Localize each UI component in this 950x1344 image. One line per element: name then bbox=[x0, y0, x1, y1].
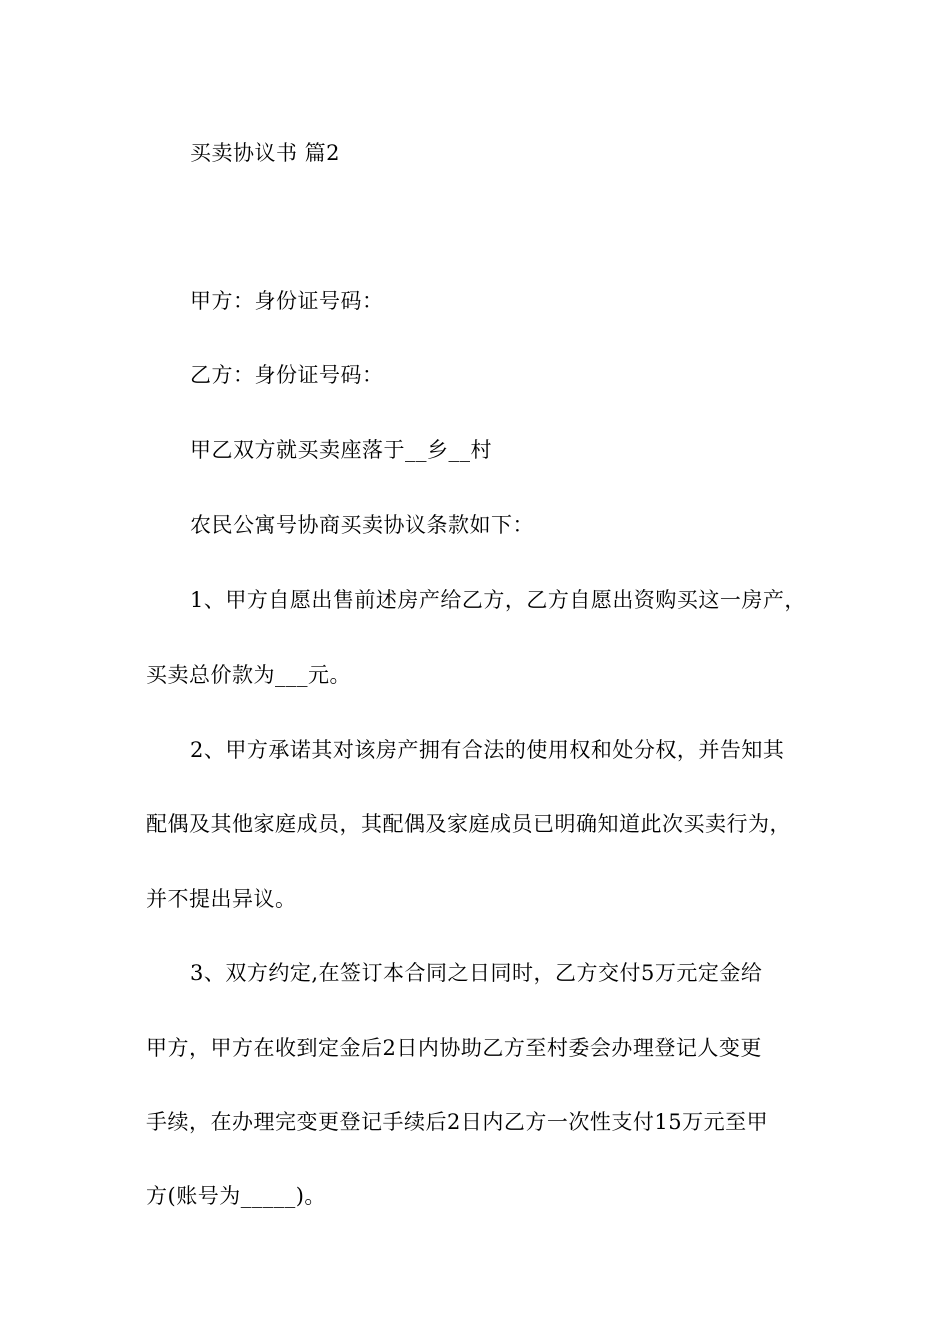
paragraph-line: 农民公寓号协商买卖协议条款如下： bbox=[190, 513, 534, 537]
clause-2-line: 并不提出异议。 bbox=[146, 887, 297, 911]
clause-1-line: 买卖总价款为___元。 bbox=[146, 663, 351, 687]
clause-2-line: 2、甲方承诺其对该房产拥有合法的使用权和处分权，并告知其 bbox=[190, 738, 785, 762]
clause-3-line: 方(账号为_____)。 bbox=[146, 1184, 326, 1208]
clause-3-line: 手续，在办理完变更登记手续后2日内乙方一次性支付15万元至甲 bbox=[146, 1110, 769, 1134]
party-a-line: 甲方：身份证号码： bbox=[190, 289, 384, 313]
clause-3-line: 甲方，甲方在收到定金后2日内协助乙方至村委会办理登记人变更 bbox=[146, 1036, 762, 1060]
paragraph-line: 甲乙双方就买卖座落于__乡__村 bbox=[190, 438, 492, 462]
party-b-line: 乙方：身份证号码： bbox=[190, 363, 384, 387]
clause-1-line: 1、甲方自愿出售前述房产给乙方，乙方自愿出资购买这一房产， bbox=[190, 588, 806, 612]
clause-2-line: 配偶及其他家庭成员，其配偶及家庭成员已明确知道此次买卖行为， bbox=[146, 812, 791, 836]
clause-3-line: 3、双方约定,在签订本合同之日同时，乙方交付5万元定金给 bbox=[190, 961, 763, 985]
document-title: 买卖协议书 篇2 bbox=[190, 141, 341, 165]
